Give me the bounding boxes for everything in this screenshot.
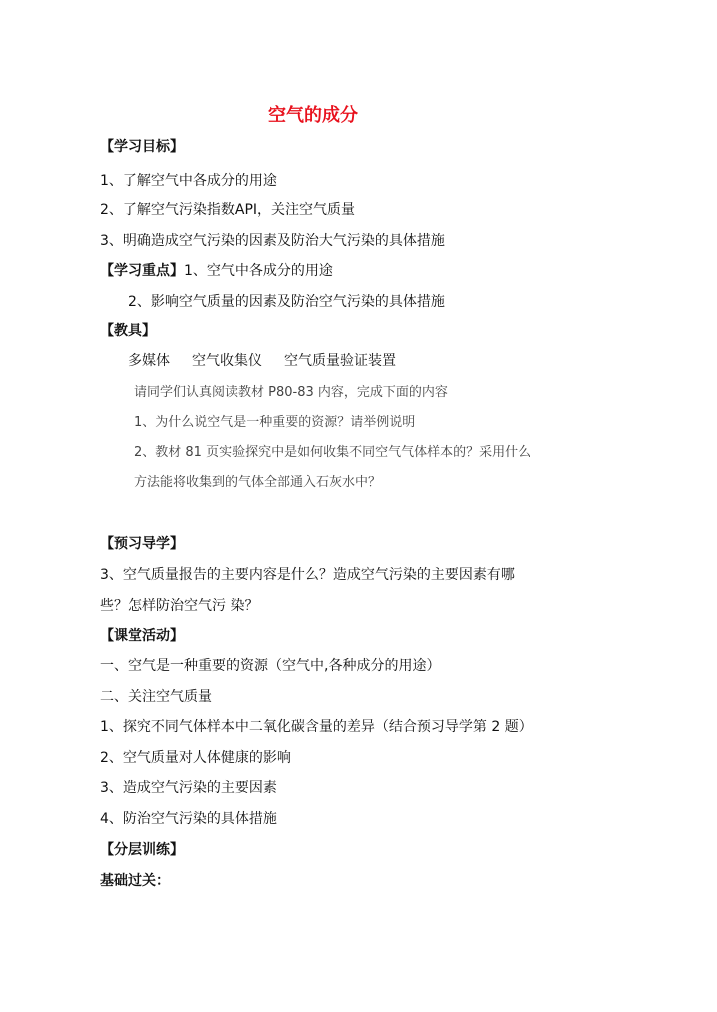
activity-item-4: 2、空气质量对人体健康的影响 bbox=[100, 750, 291, 766]
objectives-heading: 【学习目标】 bbox=[100, 139, 184, 155]
reading-question-2-line-2: 方法能将收集到的气体全部通入石灰水中？ bbox=[134, 475, 382, 490]
tool-item-3: 空气质量验证装置 bbox=[284, 353, 396, 369]
objective-item-3: 3、明确造成空气污染的因素及防治大气污染的具体措施 bbox=[100, 233, 445, 249]
activity-item-6: 4、防治空气污染的具体措施 bbox=[100, 811, 277, 827]
reading-question-1: 1、为什么说空气是一种重要的资源？请举例说明 bbox=[134, 415, 416, 430]
class-activity-heading: 【课堂活动】 bbox=[100, 628, 184, 644]
preview-heading: 【预习导学】 bbox=[100, 536, 184, 552]
keypoint-item-2: 2、影响空气质量的因素及防治空气污染的具体措施 bbox=[128, 294, 445, 310]
keypoints-row bbox=[100, 262, 333, 280]
training-heading: 【分层训练】 bbox=[100, 842, 184, 858]
document-title: 空气的成分 bbox=[268, 105, 358, 126]
activity-item-3: 1、探究不同气体样本中二氧化碳含量的差异（结合预习导学第 2 题） bbox=[100, 719, 533, 735]
keypoints-heading: 【学习重点】 bbox=[100, 263, 184, 279]
activity-item-5: 3、造成空气污染的主要因素 bbox=[100, 780, 277, 796]
tool-item-1: 多媒体 bbox=[128, 353, 170, 369]
tool-item-2: 空气收集仪 bbox=[192, 353, 262, 369]
objective-item-1: 1、了解空气中各成分的用途 bbox=[100, 173, 277, 189]
preview-question-3-line-1: 3、空气质量报告的主要内容是什么？造成空气污染的主要因素有哪 bbox=[100, 567, 515, 583]
training-basic-label: 基础过关： bbox=[100, 873, 170, 889]
preview-question-3-line-2: 些？怎样防治空气污 染？ bbox=[100, 598, 259, 614]
activity-item-1: 一、空气是一种重要的资源（空气中,各种成分的用途） bbox=[100, 658, 441, 674]
reading-intro: 请同学们认真阅读教材 P80-83 内容，完成下面的内容 bbox=[134, 385, 448, 400]
objective-item-2: 2、了解空气污染指数API，关注空气质量 bbox=[100, 202, 356, 218]
activity-item-2: 二、关注空气质量 bbox=[100, 689, 212, 705]
reading-question-2-line-1: 2、教材 81 页实验探究中是如何收集不同空气气体样本的？采用什么 bbox=[134, 445, 532, 460]
keypoint-item-1: 1、空气中各成分的用途 bbox=[184, 263, 333, 279]
tools-list bbox=[128, 352, 396, 370]
tools-heading: 【教具】 bbox=[100, 323, 156, 339]
